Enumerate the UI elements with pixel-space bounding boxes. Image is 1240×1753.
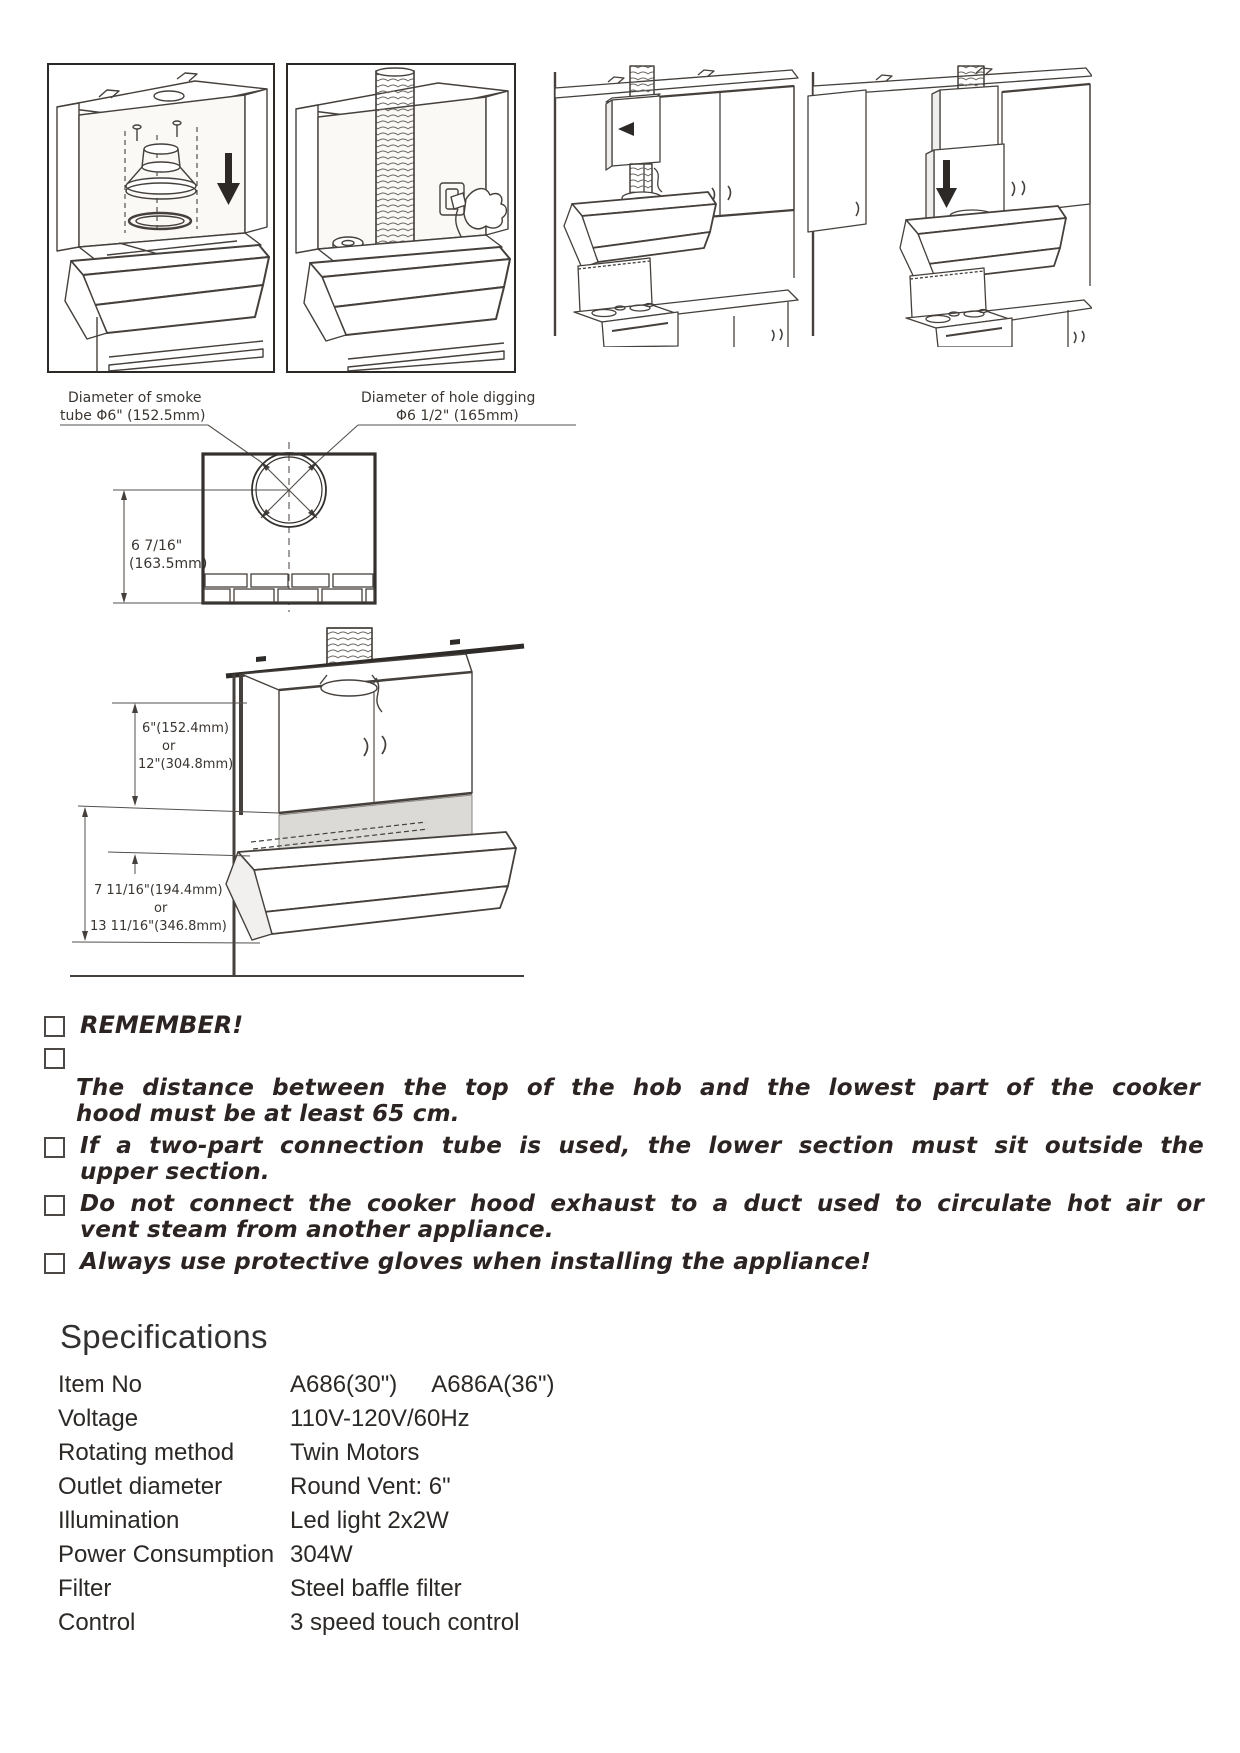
remember-item-line: If a two-part connection tube is used, the lower section must sit outside the — [80, 1133, 1204, 1159]
smoke-tube-label: Diameter of smoke — [68, 390, 202, 406]
spec-label: Item No — [58, 1371, 143, 1398]
checkbox — [44, 1253, 65, 1274]
checkbox — [44, 1048, 65, 1069]
spec-row-filter — [58, 1576, 758, 1601]
spec-row-power-consumption — [58, 1542, 758, 1567]
spec-label: Voltage — [58, 1405, 139, 1432]
remember-title: REMEMBER! — [80, 1011, 244, 1039]
remember-item-line: upper section. — [80, 1159, 270, 1185]
spec-row-rotating-method — [58, 1440, 758, 1465]
spec-row-control — [58, 1610, 758, 1635]
spec-value: 304W — [290, 1541, 353, 1568]
offset-dimension-mm: (163.5mm) — [129, 556, 208, 572]
lower-height-dim: 7 11/16"(194.4mm) — [94, 883, 223, 898]
spec-label: Rotating method — [58, 1439, 235, 1466]
checkbox — [44, 1137, 65, 1158]
hole-digging-label-2: Φ6 1/2" (165mm) — [396, 408, 519, 424]
remember-item-line: The distance between the top of the hob and the lowest part of the cooker — [76, 1075, 1200, 1101]
remember-item — [76, 1075, 1200, 1127]
remember-item-line: Do not connect the cooker hood exhaust to a duct used to circulate hot air or — [80, 1191, 1204, 1217]
remember-section — [40, 1012, 1208, 1281]
upper-height-dim: 6"(152.4mm) — [142, 721, 229, 736]
specifications-table — [58, 1372, 758, 1644]
remember-item-line: hood must be at least 65 cm. — [76, 1101, 460, 1127]
spec-label: Filter — [58, 1575, 112, 1602]
remember-item-line: Always use protective gloves when installing the appliance! — [80, 1249, 872, 1275]
hand — [464, 189, 506, 229]
spec-value: Led light 2x2W — [290, 1507, 449, 1534]
spec-row-outlet-diameter — [58, 1474, 758, 1499]
checkbox-spacer — [44, 1079, 61, 1096]
spec-label: Power Consumption — [58, 1541, 275, 1568]
upper-height-dim-2: 12"(304.8mm) — [138, 757, 234, 772]
remember-item — [80, 1249, 1204, 1275]
spec-row-item-no — [58, 1372, 758, 1397]
figure-connect-duct — [286, 63, 516, 373]
offset-dimension: 6 7/16" — [131, 538, 183, 554]
specifications-title: Specifications — [60, 1318, 268, 1355]
mounting-height-diagram — [58, 612, 538, 1007]
figure-telescopic-cover — [806, 64, 1092, 347]
spec-row-voltage — [58, 1406, 758, 1431]
spec-value: Steel baffle filter — [290, 1575, 462, 1602]
smoke-tube-label-2: tube Φ6" (152.5mm) — [60, 408, 206, 424]
spec-value: 3 speed touch control — [290, 1609, 520, 1636]
spec-value-2: A686A(36") — [431, 1371, 555, 1398]
spec-label: Outlet diameter — [58, 1473, 223, 1500]
lower-height-or: or — [154, 901, 168, 916]
remember-item-line: vent steam from another appliance. — [80, 1217, 554, 1243]
checkbox — [44, 1016, 65, 1037]
hole-cutting-diagram — [58, 388, 578, 616]
spec-value: 110V-120V/60Hz — [290, 1405, 470, 1432]
spec-value: A686(30") — [290, 1371, 398, 1398]
spec-label: Illumination — [58, 1507, 180, 1534]
checkbox — [44, 1195, 65, 1216]
upper-height-or: or — [162, 739, 176, 754]
lower-height-dim-2: 13 11/16"(346.8mm) — [90, 919, 227, 934]
spec-label: Control — [58, 1609, 136, 1636]
remember-item — [80, 1133, 1204, 1185]
spec-row-illumination — [58, 1508, 758, 1533]
figure-install-damper — [47, 63, 275, 373]
figure-wall-mount-cover — [548, 64, 800, 347]
spec-value: Twin Motors — [290, 1439, 420, 1466]
spec-value: Round Vent: 6" — [290, 1473, 451, 1500]
remember-item — [80, 1191, 1204, 1243]
hole-digging-label: Diameter of hole digging — [361, 390, 536, 406]
